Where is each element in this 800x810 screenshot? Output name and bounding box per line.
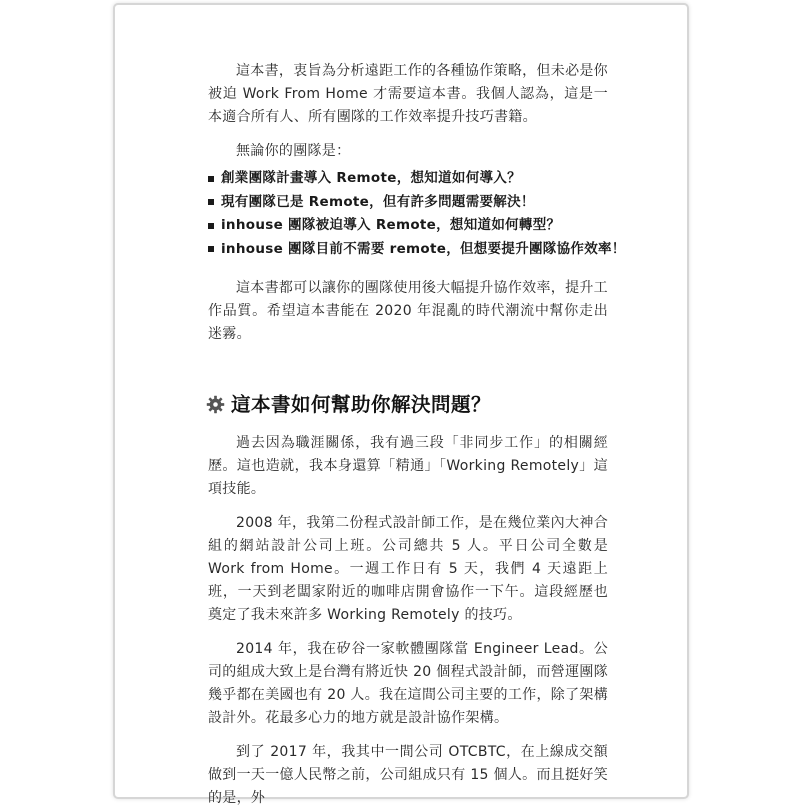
bullet-item: inhouse 團隊被迫導入 Remote，想知道如何轉型？ xyxy=(208,214,608,238)
body-paragraph: 2014 年，我在矽谷一家軟體團隊當 Engineer Lead。公司的組成大致上是台灣有將近快 20 個程式設計師，而營運團隊幾乎都在美國也有 20 人。我在這間公司主要的工作，除了架構設計外。花最多心力的地方就是設計協作架構。 xyxy=(208,641,608,726)
body-paragraph: 到了 2017 年，我其中一間公司 OTCBTC，在上線成交額做到一天一億人民幣之前，公司組成只有 15 個人。而且挺好笑的是，外 xyxy=(208,744,608,806)
intro-paragraph: 這本書，衷旨為分析遠距工作的各種協作策略，但未必是你被迫 Work From Home 才需要這本書。我個人認為，這是一本適合所有人、所有團隊的工作效率提升技巧書籍。 xyxy=(208,63,608,125)
bullet-item: inhouse 團隊目前不需要 remote，但想要提升團隊協作效率！ xyxy=(208,238,608,262)
bullet-item: 現有團隊已是 Remote，但有許多問題需要解決！ xyxy=(208,191,608,215)
section-heading xyxy=(206,393,608,416)
gear-icon xyxy=(206,395,225,414)
body-paragraph: 2008 年，我第二份程式設計師工作，是在幾位業內大神合組的網站設計公司上班。公司總共 5 人。平日公司全數是 Work from Home。一週工作日有 5 天，我們 4 天遠距上班，一天到老闆家附近的咖啡店開會協作一下午。這段經歷也奠定了我未來許多 Working Remotely 的技巧。 xyxy=(208,515,608,623)
page-content xyxy=(208,60,626,810)
square-bullet-icon xyxy=(208,246,214,252)
square-bullet-icon xyxy=(208,176,214,182)
section-title: 這本書如何幫助你解決問題？ xyxy=(231,393,492,416)
page-frame xyxy=(113,3,689,806)
intro-closing-paragraph: 這本書都可以讓你的團隊使用後大幅提升協作效率，提升工作品質。希望這本書能在 2020 年混亂的時代潮流中幫你走出迷霧。 xyxy=(208,280,608,342)
square-bullet-icon xyxy=(208,199,214,205)
square-bullet-icon xyxy=(208,223,214,229)
body-paragraph: 過去因為職涯關係，我有過三段「非同步工作」的相關經歷。這也造就，我本身還算「精通」「Working Remotely」這項技能。 xyxy=(208,435,608,497)
team-bullet-list xyxy=(208,167,626,261)
team-intro: 無論你的團隊是： xyxy=(236,143,351,159)
bullet-item: 創業團隊計畫導入 Remote，想知道如何導入？ xyxy=(208,167,608,191)
